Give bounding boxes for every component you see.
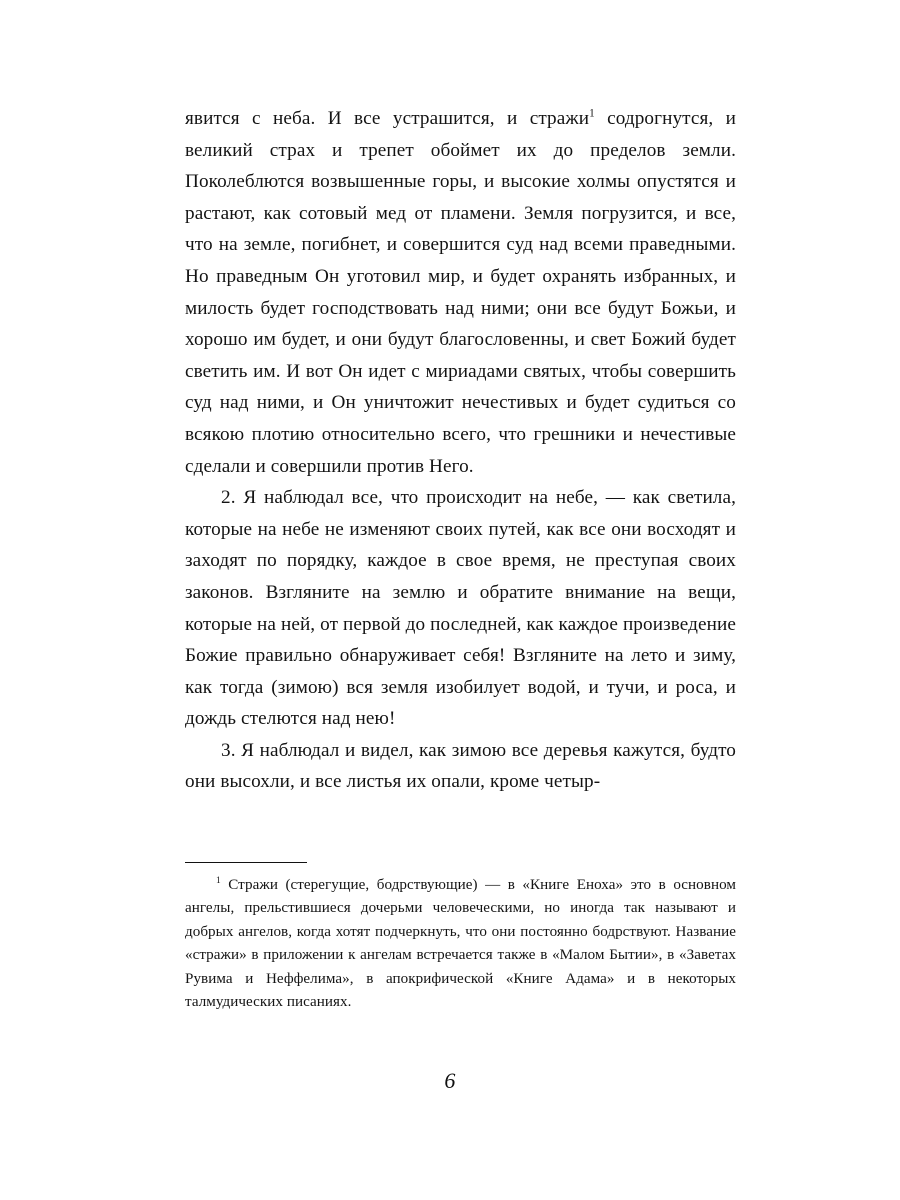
footnote-text: Стражи (стерегущие, бодрствующие) — в «Книге Еноха» это в основном ангелы, прельстившиеся дочерьми человеческими, но иногда так называют и добрых ангелов, когда хотят подчеркнуть, что они постоянно бодрствуют. Название «стражи» в приложении к ангелам встречается также в «Малом Бытии», в «Заветах Рувима и Неффелима», в апокрифической «Книге Адама» и в некоторых талмудических писаниях. bbox=[185, 877, 736, 1011]
paragraph-verse-3: 3. Я наблюдал и видел, как зимою все деревья кажутся, будто они высохли, и все листья их опали, кроме четыр- bbox=[185, 739, 736, 793]
paragraph-continued bbox=[185, 103, 736, 482]
footnote-reference-1[interactable]: 1 bbox=[589, 107, 595, 120]
footnote-item-1 bbox=[185, 874, 736, 1014]
footnote-area bbox=[185, 862, 736, 1014]
paragraph-verse-2: 2. Я наблюдал все, что происходит на небе, — как светила, которые на небе не изменяют своих путей, как все они восходят и заходят по порядку, каждое в свое время, не преступая своих законов. Взгляните на землю и обратите внимание на вещи, которые на ней, от первой до последней, как каждое произведение Божие правильно обнаруживает себя! Взгляните на лето и зиму, как тогда (зимою) вся земля изобилует водой, и тучи, и роса, и дождь стелются над нею! bbox=[185, 487, 736, 730]
paragraph-text-after-note: содрогнутся, и великий страх и трепет обоймет их до пределов земли. Поколеблются возвышенные горы, и высокие холмы опустятся и растают, как сотовый мед от пламени. Земля погрузится, и все, что на земле, погибнет, и совершится суд над всеми праведными. Но праведным Он уготовил мир, и будет охранять избранных, и милость будет господствовать над ними; они все будут Божьи, и хорошо им будет, и они будут благословенны, и свет Божий будет светить им. И вот Он идет с мириадами святых, чтобы совершить суд над ними, и Он уничтожит нечестивых и будет судиться со всякою плотию относительно всего, что грешники и нечестивые сделали и совершили против Него. bbox=[185, 108, 737, 477]
body-text-column bbox=[185, 103, 736, 798]
footnote-marker-1: 1 bbox=[216, 875, 221, 886]
page-number: 6 bbox=[444, 1068, 456, 1093]
footnote-separator-rule bbox=[185, 862, 307, 863]
paragraph-text-before-note: явится с неба. И все устрашится, и стражи bbox=[185, 108, 590, 129]
